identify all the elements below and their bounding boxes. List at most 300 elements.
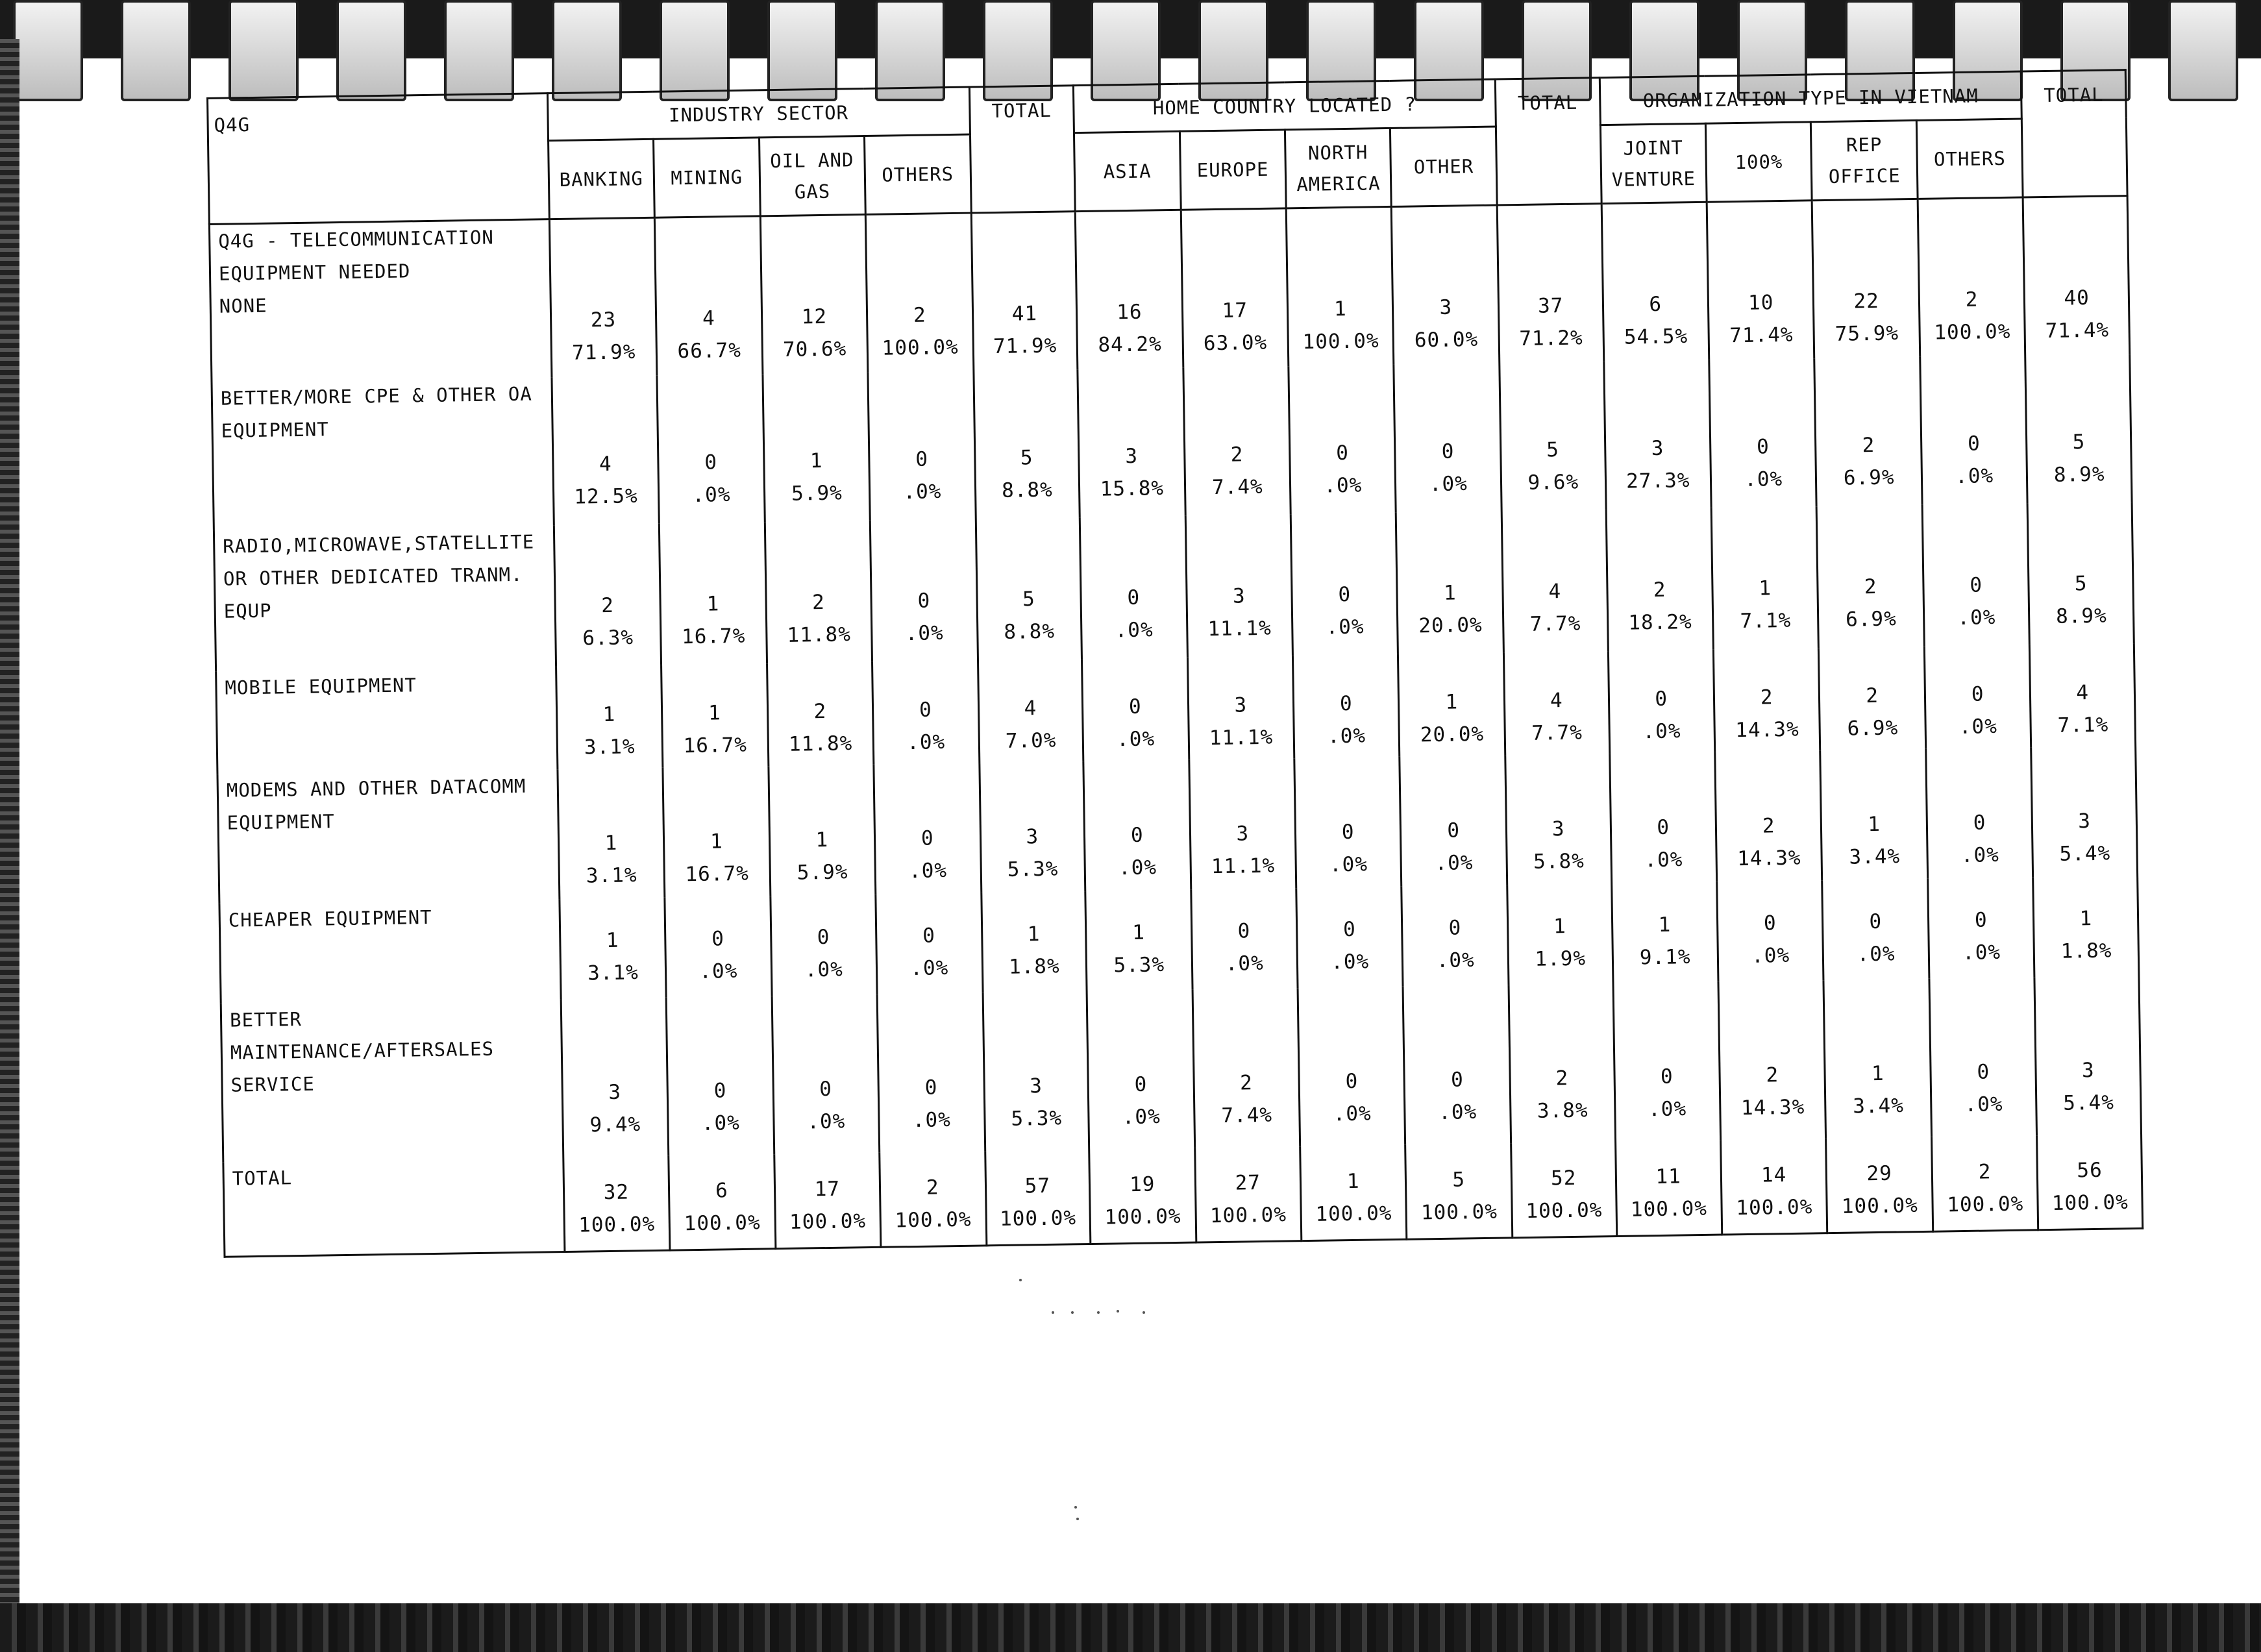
cell-percent: 100.0% <box>1947 1192 2024 1217</box>
cell-count: 0 <box>919 698 933 722</box>
cell-percent: 84.2% <box>1098 332 1163 357</box>
table-cell <box>659 522 767 665</box>
cell-count: 4 <box>2076 681 2090 705</box>
col-100-percent: 100% <box>1705 122 1812 202</box>
cell-count: 1 <box>1658 913 1672 937</box>
cell-percent: .0% <box>1438 1100 1477 1125</box>
cell-count: 2 <box>1762 814 1775 838</box>
cell-count: 0 <box>1130 823 1144 847</box>
cell-count: 1 <box>815 828 829 852</box>
cell-percent: 1.8% <box>1008 954 1060 979</box>
cell-count: 2 <box>1760 685 1773 709</box>
table-cell <box>1402 885 1509 986</box>
table-cell <box>1292 654 1400 758</box>
cell-percent: .0% <box>1122 1105 1161 1129</box>
cell-percent: 71.4% <box>1729 323 1794 348</box>
cell-count: 0 <box>713 1079 727 1103</box>
cell-percent: 6.3% <box>582 626 634 650</box>
cell-percent: 16.7% <box>683 733 748 758</box>
binder-ring <box>229 0 299 101</box>
cell-percent: .0% <box>1642 719 1681 744</box>
cell-percent: 100.0% <box>1420 1200 1498 1225</box>
cell-percent: .0% <box>1957 606 1996 630</box>
cell-count: 5 <box>1546 438 1560 462</box>
cell-count: 1 <box>710 830 724 854</box>
table-cell <box>669 1154 776 1250</box>
table-cell <box>1507 883 1613 985</box>
cell-count: 1 <box>1346 1169 1360 1194</box>
cell-count: 56 <box>2077 1158 2103 1183</box>
table-cell <box>1603 360 1711 510</box>
cell-count: 29 <box>1866 1161 1893 1186</box>
table-cell <box>556 665 663 769</box>
cell-percent: 100.0% <box>2051 1190 2129 1216</box>
row-label: RADIO,MICROWAVE,STATELLITE OR OTHER DEDICATED TRANM. EQUP <box>214 525 556 672</box>
table-cell <box>1078 368 1185 517</box>
cell-count: 1 <box>1131 920 1146 944</box>
cell-count: 0 <box>704 450 718 475</box>
table-cell <box>973 369 1080 519</box>
table-cell <box>985 1150 1091 1246</box>
cell-percent: .0% <box>1225 951 1264 976</box>
col-north-america: NORTH AMERICA <box>1285 128 1391 208</box>
table-cell <box>1718 980 1826 1140</box>
industry-total-header: TOTAL <box>969 86 1075 213</box>
cell-percent: 20.0% <box>1420 722 1485 747</box>
cell-percent: 5.4% <box>2059 841 2111 866</box>
cell-count: 1 <box>1553 915 1567 939</box>
organization-type-header: ORGANIZATION TYPE IN VIETNAM <box>1600 71 2022 125</box>
cell-percent: .0% <box>1958 715 1998 739</box>
scan-bottom-edge <box>0 1603 2261 1652</box>
col-rep-office: REP OFFICE <box>1811 120 1918 200</box>
cell-percent: .0% <box>912 1108 952 1133</box>
table-cell <box>1398 652 1505 756</box>
binder-ring <box>552 0 622 101</box>
cell-count: 4 <box>599 452 612 476</box>
cell-count: 5 <box>1022 587 1036 611</box>
cell-percent: 15.8% <box>1100 476 1165 501</box>
cell-count: 2 <box>1866 684 1879 708</box>
table-cell <box>1715 750 1822 881</box>
cell-count: 3 <box>1551 817 1565 841</box>
table-cell <box>1082 658 1189 761</box>
cell-percent: .0% <box>699 959 738 983</box>
table-cell <box>1183 366 1291 515</box>
cell-count: 0 <box>1971 682 1984 706</box>
cell-percent: 16.7% <box>681 624 746 649</box>
cell-percent: .0% <box>910 956 949 981</box>
table-row <box>221 976 2141 1163</box>
cell-percent: 18.2% <box>1628 610 1692 635</box>
cell-percent: 9.1% <box>1639 945 1691 970</box>
table-cell <box>1191 888 1298 989</box>
table-cell <box>874 763 981 894</box>
cell-count: 0 <box>1447 819 1461 843</box>
cell-count: 1 <box>809 449 823 473</box>
cell-percent: 8.8% <box>1001 478 1053 502</box>
table-cell <box>1194 1146 1302 1242</box>
cell-count: 5 <box>1452 1168 1466 1192</box>
cell-percent: .0% <box>906 730 946 755</box>
row-label: CHEAPER EQUIPMENT <box>219 899 561 1004</box>
cell-count: 2 <box>1766 1063 1779 1087</box>
cell-count: 27 <box>1235 1171 1261 1195</box>
table-cell <box>1606 508 1714 651</box>
table-cell <box>1075 210 1183 369</box>
cell-count: 0 <box>1655 687 1668 711</box>
cell-percent: 27.3% <box>1625 469 1690 493</box>
binder-ring <box>767 0 837 101</box>
cell-count: 1 <box>1868 812 1881 837</box>
table-cell <box>2025 354 2132 503</box>
table-cell <box>663 766 770 897</box>
table-cell <box>563 1156 670 1252</box>
cell-count: 1 <box>708 701 722 725</box>
corner-label: Q4G <box>208 93 549 225</box>
table-cell <box>880 1151 987 1247</box>
cell-count: 57 <box>1024 1174 1051 1198</box>
cell-count: 0 <box>1970 573 1983 597</box>
row-label: MOBILE EQUIPMENT <box>216 667 558 774</box>
cell-percent: 100.0% <box>1209 1203 1287 1228</box>
table-cell <box>1612 982 1720 1142</box>
cell-count: 4 <box>1024 697 1037 721</box>
table-cell <box>1812 199 1920 358</box>
cell-percent: 3.1% <box>586 863 637 888</box>
cell-count: 0 <box>1134 1072 1148 1096</box>
table-cell <box>1920 355 2028 504</box>
cell-count: 2 <box>1555 1066 1569 1091</box>
table-cell <box>868 371 976 521</box>
col-asia: ASIA <box>1074 131 1180 211</box>
table-cell <box>770 894 877 996</box>
cell-percent: .0% <box>804 957 844 982</box>
cell-percent: 70.6% <box>782 337 847 362</box>
table-cell <box>559 898 666 999</box>
table-cell <box>876 893 983 994</box>
cell-percent: 20.0% <box>1418 613 1483 638</box>
cell-count: 1 <box>602 702 616 727</box>
cell-percent: 11.1% <box>1209 725 1274 750</box>
table-cell <box>877 992 985 1152</box>
cell-percent: 54.5% <box>1624 325 1688 349</box>
table-cell <box>1721 1139 1828 1235</box>
org-total-header: TOTAL <box>2021 70 2127 197</box>
scan-left-edge <box>0 39 19 1652</box>
cell-percent: .0% <box>1960 843 2000 868</box>
table-cell <box>1289 365 1396 514</box>
table-cell <box>1192 988 1300 1148</box>
cell-count: 3 <box>1439 295 1453 319</box>
cell-percent: .0% <box>692 483 731 507</box>
cell-count: 0 <box>1756 435 1770 459</box>
cell-count: 4 <box>1548 580 1562 604</box>
table-cell <box>1709 358 1817 508</box>
cell-count: 41 <box>1011 302 1038 326</box>
cell-percent: 6.9% <box>1843 465 1895 490</box>
table-cell <box>554 524 661 667</box>
cell-count: 0 <box>1869 909 1883 934</box>
cell-count: 0 <box>1128 695 1142 719</box>
col-other: OTHER <box>1390 127 1497 206</box>
cell-percent: .0% <box>1435 851 1474 876</box>
table-cell <box>1500 362 1606 511</box>
cell-count: 2 <box>913 303 926 327</box>
cell-count: 0 <box>1127 586 1141 610</box>
cell-percent: 7.0% <box>1005 728 1057 753</box>
cell-percent: 100.0% <box>1736 1195 1813 1220</box>
table-cell <box>981 891 1087 992</box>
cell-percent: 3.4% <box>1852 1094 1905 1118</box>
cell-count: 0 <box>1973 811 1986 835</box>
table-cell <box>1823 979 1931 1139</box>
cell-count: 4 <box>702 306 716 330</box>
cell-percent: 6.9% <box>1845 607 1897 632</box>
cell-count: 22 <box>1853 289 1880 314</box>
cell-percent: 100.0% <box>1315 1202 1392 1226</box>
table-cell <box>1403 985 1511 1144</box>
cell-count: 6 <box>1649 292 1662 317</box>
cell-count: 1 <box>1445 690 1459 714</box>
table-cell <box>1503 651 1609 755</box>
cell-percent: 66.7% <box>677 338 742 364</box>
table-cell <box>1298 987 1405 1146</box>
table-cell <box>561 998 669 1157</box>
table-cell <box>654 216 762 376</box>
cell-count: 5 <box>1020 446 1033 470</box>
cell-count: 10 <box>1748 291 1774 315</box>
cell-percent: 71.2% <box>1519 326 1583 351</box>
cell-count: 5 <box>2074 572 2088 596</box>
cell-count: 11 <box>1655 1165 1682 1189</box>
table-cell <box>1814 357 1922 506</box>
table-cell <box>1707 201 1814 360</box>
cell-count: 1 <box>1443 581 1457 605</box>
cell-count: 3 <box>1236 822 1250 846</box>
table-cell <box>772 994 880 1154</box>
cell-count: 0 <box>924 1076 938 1100</box>
cell-percent: 14.3% <box>1735 717 1799 743</box>
cell-percent: 7.1% <box>1740 608 1792 634</box>
cell-percent: 11.1% <box>1211 854 1276 879</box>
cell-percent: 14.3% <box>1736 846 1801 871</box>
cell-count: 14 <box>1761 1163 1787 1187</box>
cell-percent: .0% <box>1115 618 1154 643</box>
table-cell <box>872 660 980 764</box>
table-cell <box>1501 510 1608 652</box>
table-cell <box>1400 755 1507 886</box>
table-cell <box>2034 976 2141 1135</box>
cell-percent: .0% <box>1329 852 1368 877</box>
cell-count: 0 <box>1448 916 1462 940</box>
cell-count: 0 <box>1345 1069 1359 1094</box>
cell-percent: 5.3% <box>1113 953 1165 978</box>
table-cell <box>1924 645 2031 748</box>
cell-count: 4 <box>1550 689 1563 713</box>
cell-count: 3 <box>1232 584 1246 608</box>
cell-count: 52 <box>1550 1166 1577 1190</box>
cell-percent: .0% <box>1955 464 1994 489</box>
cell-count: 1 <box>1333 297 1347 321</box>
table-cell <box>1817 505 1925 648</box>
cell-percent: 7.7% <box>1529 611 1581 636</box>
cell-percent: 100.0% <box>1841 1194 1919 1218</box>
cell-percent: 8.9% <box>2053 462 2105 487</box>
table-cell <box>1394 363 1501 512</box>
table-cell <box>2028 502 2134 645</box>
table-cell <box>549 217 657 377</box>
cell-percent: .0% <box>1751 943 1790 968</box>
cell-percent: 6.9% <box>1847 716 1899 741</box>
cell-count: 1 <box>706 592 720 616</box>
cell-count: 2 <box>1965 288 1979 312</box>
row-label: TOTAL <box>223 1157 565 1257</box>
table-cell <box>2033 876 2139 977</box>
cell-count: 0 <box>1341 820 1355 844</box>
cell-count: 1 <box>606 928 619 953</box>
cell-count: 0 <box>1338 582 1352 607</box>
cell-percent: 7.7% <box>1531 721 1583 745</box>
cell-percent: 100.0% <box>789 1209 867 1234</box>
table-cell <box>1083 760 1191 891</box>
table-cell <box>1296 887 1403 988</box>
col-europe: EUROPE <box>1180 130 1286 210</box>
cell-percent: 100.0% <box>999 1206 1077 1231</box>
table-cell <box>767 662 874 766</box>
cell-percent: .0% <box>1327 724 1366 748</box>
cell-count: 3 <box>2077 809 2092 833</box>
cell-count: 23 <box>590 308 617 332</box>
binder-ring <box>121 0 191 101</box>
cell-percent: 100.0% <box>684 1211 761 1236</box>
cell-percent: 5.8% <box>1533 849 1585 874</box>
table-cell <box>1087 990 1194 1150</box>
cell-percent: .0% <box>908 859 948 883</box>
table-row <box>209 196 2129 382</box>
cell-percent: .0% <box>701 1111 741 1135</box>
table-cell <box>552 376 660 525</box>
cell-percent: 60.0% <box>1414 327 1479 352</box>
cell-percent: 14.3% <box>1740 1095 1805 1120</box>
cell-percent: 100.0% <box>1526 1198 1603 1224</box>
row-label: Q4G - TELECOMMUNICATION EQUIPMENT NEEDED NONE <box>209 219 551 382</box>
cell-percent: .0% <box>1326 615 1365 639</box>
cell-percent: .0% <box>1964 1092 2003 1116</box>
cell-percent: .0% <box>1324 473 1363 498</box>
cell-percent: 5.9% <box>791 481 843 506</box>
cell-percent: 3.8% <box>1537 1098 1588 1123</box>
cell-percent: 100.0% <box>578 1212 656 1237</box>
cell-count: 0 <box>915 447 929 471</box>
cell-count: 2 <box>1653 578 1666 602</box>
cell-count: 2 <box>813 699 827 724</box>
table-cell <box>1918 197 2025 357</box>
cell-percent: .0% <box>1962 941 2001 965</box>
table-cell <box>1929 977 2037 1137</box>
cell-percent: 100.0% <box>1630 1196 1708 1222</box>
table-cell <box>1713 648 1820 752</box>
cell-count: 2 <box>1230 443 1244 467</box>
cell-percent: 63.0% <box>1203 330 1268 356</box>
cell-percent: 7.1% <box>2057 713 2109 737</box>
cell-percent: 7.4% <box>1221 1103 1273 1128</box>
table-cell <box>657 374 765 523</box>
cell-count: 0 <box>1450 1068 1464 1092</box>
cell-percent: .0% <box>1333 1102 1372 1126</box>
cell-count: 2 <box>1862 433 1875 458</box>
cell-count: 5 <box>2072 430 2086 454</box>
col-industry-others: OTHERS <box>865 134 971 214</box>
table-cell <box>1820 749 1927 880</box>
table-cell <box>1711 506 1819 649</box>
table-cell <box>978 659 1083 763</box>
table-cell <box>1609 752 1716 883</box>
cell-count: 0 <box>711 927 725 951</box>
table-cell <box>1926 747 2033 878</box>
cell-count: 0 <box>1974 908 1988 932</box>
table-cell <box>1822 879 1929 980</box>
table-cell <box>1185 514 1293 657</box>
cell-percent: .0% <box>1744 467 1783 491</box>
cell-count: 12 <box>801 304 828 329</box>
cell-percent: 16.7% <box>685 861 750 887</box>
cell-count: 3 <box>2081 1059 2095 1083</box>
table-cell <box>2031 746 2138 877</box>
cell-percent: .0% <box>905 621 944 646</box>
table-cell <box>983 991 1089 1151</box>
row-label: BETTER MAINTENANCE/AFTERSALES SERVICE <box>221 999 563 1163</box>
cell-count: 0 <box>922 924 936 948</box>
table-row <box>214 502 2134 672</box>
cell-percent: .0% <box>1429 472 1468 497</box>
cell-percent: 1.9% <box>1535 946 1587 971</box>
cell-percent: 8.8% <box>1004 619 1056 644</box>
table-cell <box>765 521 872 663</box>
table-cell <box>1928 877 2035 978</box>
cell-count: 0 <box>1763 911 1777 935</box>
cell-count: 3 <box>1125 444 1139 469</box>
cell-count: 0 <box>817 925 830 950</box>
table-cell <box>1497 204 1603 364</box>
cell-percent: 11.1% <box>1207 616 1272 641</box>
table-cell <box>979 761 1085 893</box>
table-cell <box>1286 206 1394 366</box>
cell-percent: .0% <box>903 480 942 504</box>
cell-count: 2 <box>1239 1071 1254 1095</box>
cell-count: 0 <box>917 589 931 613</box>
cell-percent: 9.4% <box>589 1113 641 1137</box>
cell-percent: .0% <box>1116 727 1155 752</box>
table-cell <box>1294 757 1402 888</box>
table-cell <box>768 765 875 896</box>
cell-percent: 71.4% <box>2045 318 2110 343</box>
table-cell <box>1505 754 1611 885</box>
cell-percent: .0% <box>1436 948 1475 973</box>
table-cell <box>1611 882 1718 983</box>
cell-count: 19 <box>1129 1172 1155 1197</box>
table-cell <box>1819 647 1926 750</box>
table-cell <box>1615 1140 1722 1237</box>
crosstab-sheet <box>206 69 2144 1266</box>
cell-count: 32 <box>603 1180 630 1205</box>
cell-count: 0 <box>1237 919 1251 943</box>
cell-count: 17 <box>814 1177 841 1202</box>
cell-percent: .0% <box>1118 856 1157 880</box>
cell-percent: .0% <box>807 1109 846 1134</box>
cell-count: 3 <box>608 1080 622 1104</box>
cell-count: 0 <box>1441 439 1455 463</box>
